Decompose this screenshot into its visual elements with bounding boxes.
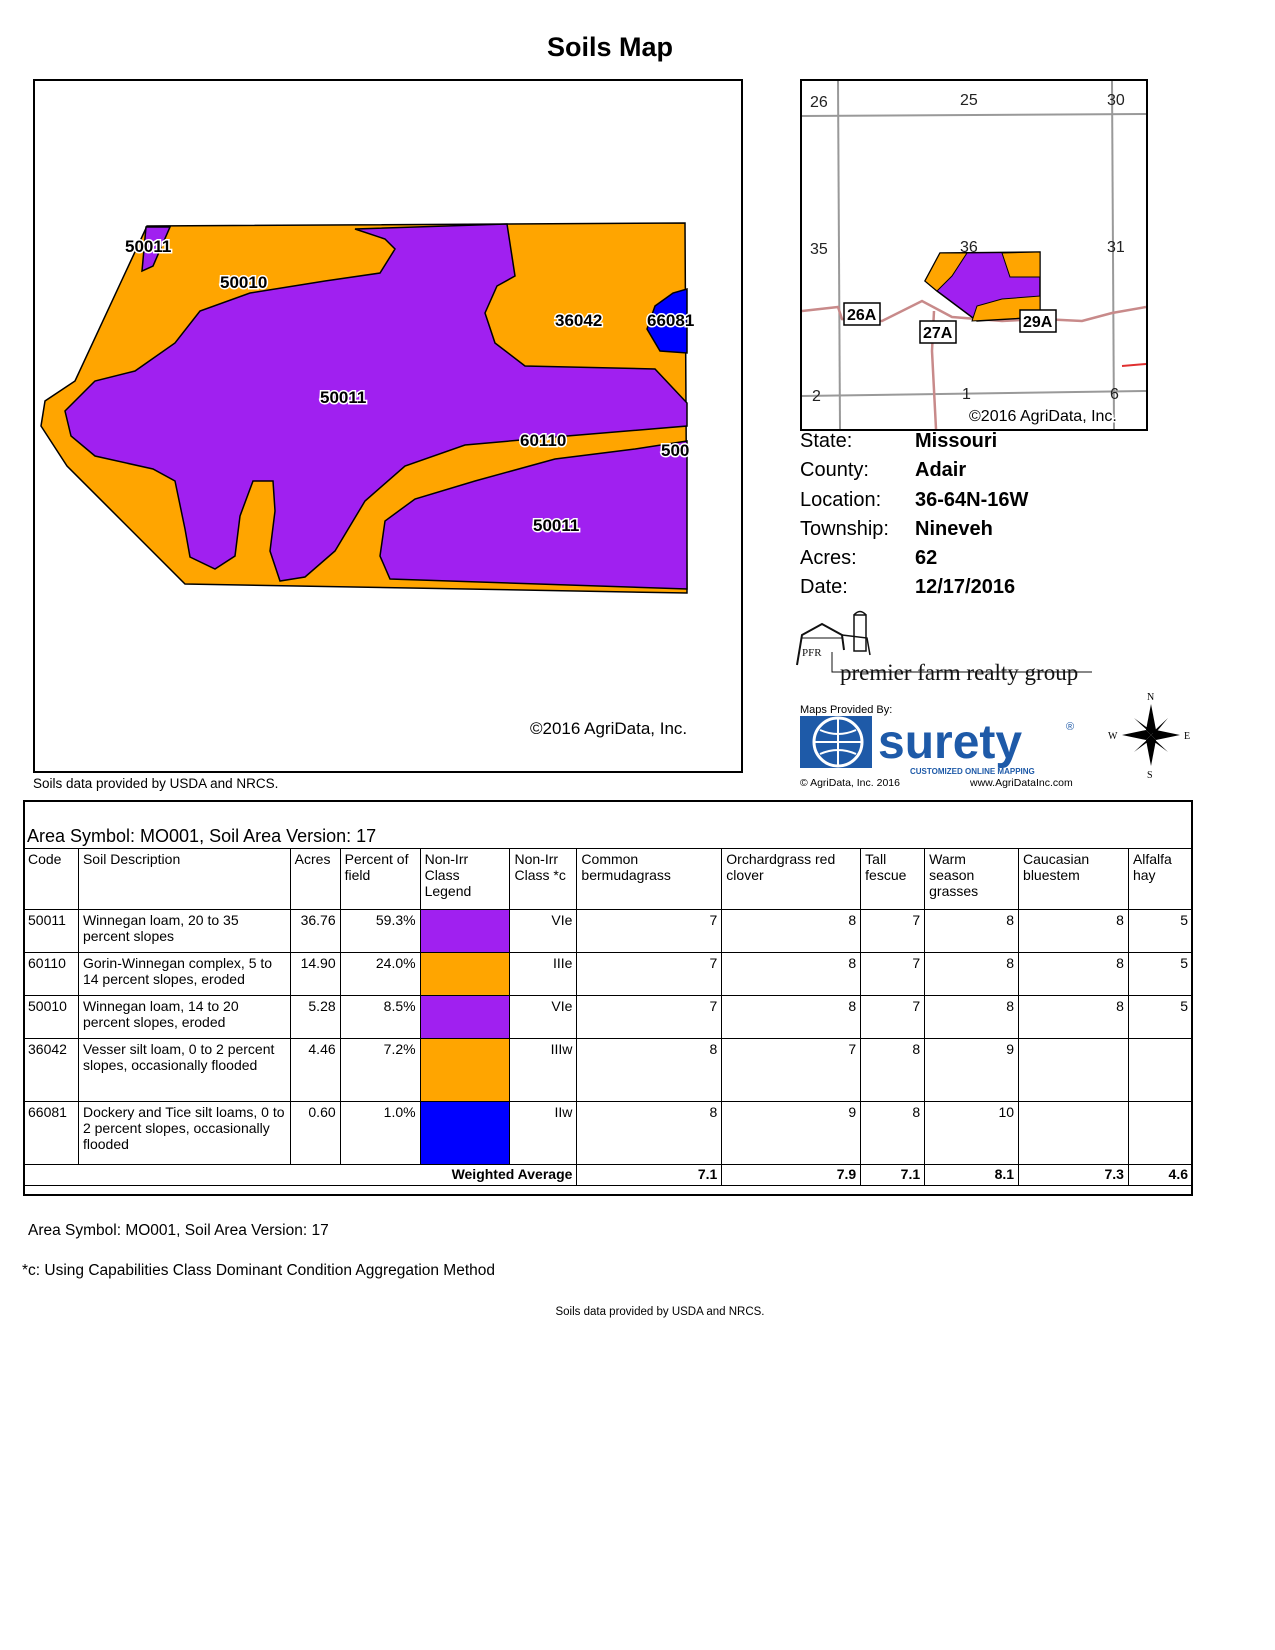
cell-acres: 4.46 [290, 1039, 340, 1102]
road-label-26A [844, 303, 880, 325]
cell-value: 5 [1128, 953, 1192, 996]
map-label: 500 [661, 441, 690, 460]
cell-desc: Gorin-Winnegan complex, 5 to 14 percent slopes, eroded [78, 953, 290, 996]
road-label-27A [920, 321, 956, 343]
table-row [24, 1039, 1193, 1102]
col-header: Non-Irr Class *c [510, 849, 577, 910]
cell-pct: 24.0% [340, 953, 420, 996]
page-title: Soils Map [546, 32, 674, 62]
cell-class: IIw [510, 1102, 577, 1165]
cell-pct: 59.3% [340, 910, 420, 953]
cell-value: 7.1 [577, 1165, 722, 1186]
cell-value: 7 [722, 1039, 861, 1102]
cell-code: 36042 [24, 1039, 79, 1102]
section-number: 6 [1110, 386, 1119, 403]
aggregation-note: *c: Using Capabilities Class Dominant Condition Aggregation Method [22, 1262, 496, 1279]
legend-swatch-purple [420, 996, 510, 1039]
legend-swatch-purple [420, 910, 510, 953]
cell-value: 8 [577, 1102, 722, 1165]
cell-desc: Winnegan loam, 14 to 20 percent slopes, eroded [78, 996, 290, 1039]
section-number: 31 [1107, 239, 1125, 256]
cell-value: 8 [1019, 996, 1129, 1039]
info-row: State: Missouri [800, 430, 998, 452]
info-row: County: Adair [800, 459, 967, 482]
section-number: 2 [812, 388, 821, 405]
map-label: 50011 [125, 237, 172, 256]
cell-value: 8 [722, 910, 861, 953]
svg-text:S: S [1147, 770, 1153, 780]
cell-pct: 8.5% [340, 996, 420, 1039]
svg-text:29A: 29A [1023, 314, 1053, 331]
cell-value [1019, 1102, 1129, 1165]
cell-value: 7 [861, 910, 925, 953]
col-header: Warm season grasses [925, 849, 1019, 910]
cell-pct: 7.2% [340, 1039, 420, 1102]
table-row [24, 996, 1193, 1039]
cell-code: 50011 [24, 910, 79, 953]
cell-acres: 36.76 [290, 910, 340, 953]
section-number: 25 [960, 92, 978, 109]
info-row: Acres: 62 [800, 547, 938, 570]
col-header: Common bermudagrass [577, 849, 722, 910]
section-number: 30 [1107, 92, 1125, 109]
svg-text:surety: surety [878, 716, 1023, 769]
col-header: Code [24, 849, 79, 910]
cell-desc: Winnegan loam, 20 to 35 percent slopes [78, 910, 290, 953]
col-header: Percent of field [340, 849, 420, 910]
weighted-average-label: Weighted Average [24, 1165, 577, 1186]
cell-value: 8 [925, 953, 1019, 996]
locator-map[interactable] [800, 79, 1148, 431]
cell-value: 8 [577, 1039, 722, 1102]
svg-text:W: W [1108, 731, 1118, 742]
col-header: Acres [290, 849, 340, 910]
road-label-29A [1020, 310, 1056, 332]
cell-value: 10 [925, 1102, 1019, 1165]
table-area-title: Area Symbol: MO001, Soil Area Version: 17 [27, 826, 377, 846]
cell-pct: 1.0% [340, 1102, 420, 1165]
section-number: 1 [962, 386, 971, 403]
cell-value: 7.3 [1019, 1165, 1129, 1186]
section-number: 26 [810, 94, 828, 111]
section-number: 36 [960, 239, 978, 256]
cell-class: IIIw [510, 1039, 577, 1102]
col-header: Non-Irr Class Legend [420, 849, 510, 910]
cell-code: 50010 [24, 996, 79, 1039]
legend-swatch-orange [420, 1039, 510, 1102]
col-header: Tall fescue [861, 849, 925, 910]
svg-text:E: E [1184, 731, 1191, 742]
section-number: 35 [810, 241, 828, 258]
cell-value: 8 [925, 910, 1019, 953]
soils-table [23, 848, 1193, 1186]
info-row: Location: 36-64N-16W [800, 488, 1029, 511]
cell-value: 5 [1128, 910, 1192, 953]
legend-swatch-blue [420, 1102, 510, 1165]
weighted-average-row [24, 1165, 1193, 1186]
cell-value: 8.1 [925, 1165, 1019, 1186]
pfr-company-name: premier farm realty group [840, 660, 1079, 685]
locator-copyright: ©2016 AgriData, Inc. [969, 408, 1117, 425]
cell-value: 5 [1128, 996, 1192, 1039]
info-row: Township: Nineveh [800, 517, 993, 540]
cell-value: 8 [925, 996, 1019, 1039]
cell-value: 7 [577, 953, 722, 996]
table-row [24, 910, 1193, 953]
svg-text:PFR: PFR [802, 647, 822, 659]
cell-value: 7.1 [861, 1165, 925, 1186]
table-row [24, 1102, 1193, 1165]
cell-value: 8 [1019, 953, 1129, 996]
map-copyright: ©2016 AgriData, Inc. [530, 719, 688, 738]
property-info [800, 430, 1028, 606]
cell-value: 7 [577, 910, 722, 953]
cell-class: IIIe [510, 953, 577, 996]
cell-value: 7.9 [722, 1165, 861, 1186]
col-header: Soil Description [78, 849, 290, 910]
legend-swatch-orange [420, 953, 510, 996]
map-label: 50010 [220, 273, 268, 292]
table-row [24, 953, 1193, 996]
surety-copyright: © AgriData, Inc. 2016 [800, 777, 900, 789]
cell-code: 60110 [24, 953, 79, 996]
cell-value: 9 [925, 1039, 1019, 1102]
area-symbol-note: Area Symbol: MO001, Soil Area Version: 17 [28, 1222, 329, 1239]
cell-value [1019, 1039, 1129, 1102]
cell-value: 9 [722, 1102, 861, 1165]
cell-desc: Vesser silt loam, 0 to 2 percent slopes, occasionally flooded [78, 1039, 290, 1102]
col-header: Caucasian bluestem [1019, 849, 1129, 910]
map-label: 60110 [520, 431, 567, 450]
map-credit: Soils data provided by USDA and NRCS. [33, 776, 279, 791]
map-label: 50011 [533, 516, 580, 535]
soils-map[interactable] [33, 79, 743, 773]
cell-value: 7 [861, 953, 925, 996]
cell-value: 4.6 [1128, 1165, 1192, 1186]
cell-acres: 14.90 [290, 953, 340, 996]
svg-text:®: ® [1066, 721, 1075, 733]
cell-value: 8 [1019, 910, 1129, 953]
map-label: 36042 [555, 311, 603, 330]
svg-text:CUSTOMIZED ONLINE MAPPING: CUSTOMIZED ONLINE MAPPING [910, 767, 1035, 776]
cell-class: VIe [510, 996, 577, 1039]
cell-acres: 5.28 [290, 996, 340, 1039]
cell-acres: 0.60 [290, 1102, 340, 1165]
cell-desc: Dockery and Tice silt loams, 0 to 2 percent slopes, occasionally flooded [78, 1102, 290, 1165]
info-row: Date: 12/17/2016 [800, 576, 1016, 599]
bottom-credit: Soils data provided by USDA and NRCS. [555, 1306, 765, 1318]
svg-text:N: N [1147, 692, 1155, 703]
svg-text:27A: 27A [923, 325, 953, 342]
cell-class: VIe [510, 910, 577, 953]
cell-value [1128, 1039, 1192, 1102]
cell-value [1128, 1102, 1192, 1165]
map-label: 66081 [647, 311, 695, 330]
map-label: 50011 [320, 388, 367, 407]
col-header: Alfalfa hay [1128, 849, 1192, 910]
cell-value: 7 [861, 996, 925, 1039]
col-header: Orchardgrass red clover [722, 849, 861, 910]
cell-value: 8 [861, 1039, 925, 1102]
table-header-row [24, 849, 1193, 910]
cell-value: 7 [577, 996, 722, 1039]
svg-text:26A: 26A [847, 307, 877, 324]
cell-value: 8 [722, 953, 861, 996]
cell-value: 8 [722, 996, 861, 1039]
cell-code: 66081 [24, 1102, 79, 1165]
surety-url[interactable]: www.AgriDataInc.com [970, 777, 1073, 789]
compass-rose-icon [1108, 690, 1194, 780]
cell-value: 8 [861, 1102, 925, 1165]
maps-provided-by: Maps Provided By: [800, 704, 893, 716]
